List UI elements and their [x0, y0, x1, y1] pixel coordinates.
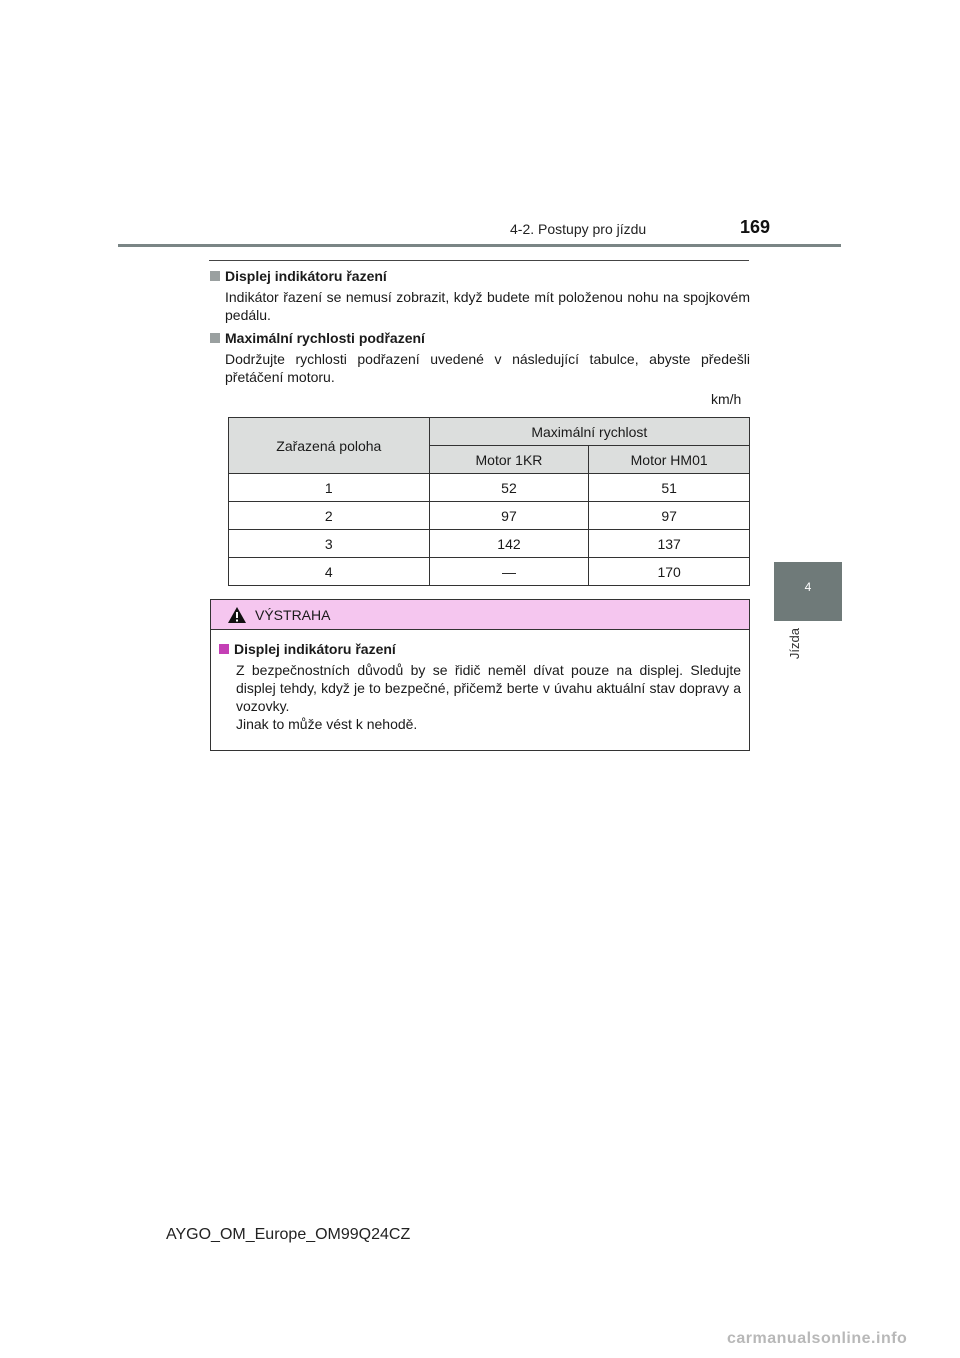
warning-triangle-icon	[227, 606, 247, 624]
square-bullet-icon	[219, 644, 229, 654]
header-max-speed: Maximální rychlost	[429, 418, 749, 446]
cell-position: 3	[229, 530, 430, 558]
chapter-number: 4	[804, 580, 812, 594]
section-shift-indicator	[210, 267, 750, 324]
warning-box	[210, 599, 750, 751]
section-heading-text: Displej indikátoru řazení	[225, 268, 387, 284]
section-divider	[209, 260, 749, 261]
downshift-speed-table	[228, 417, 750, 586]
table-row	[229, 474, 750, 502]
cell-position: 4	[229, 558, 430, 586]
header-engine-1kr: Motor 1KR	[429, 446, 589, 474]
warning-body	[211, 630, 749, 733]
watermark: carmanualsonline.info	[727, 1330, 908, 1347]
warning-heading	[219, 640, 741, 658]
warning-text: Z bezpečnostních důvodů by se řidič neměl dívat pouze na displej. Sledujte displej tehdy, když je to bezpečné, přičemž berte v úvahu aktuální stav dopravy a vozovky.	[236, 662, 741, 714]
cell-position: 2	[229, 502, 430, 530]
chapter-label: Jízda	[787, 628, 802, 660]
section-text: Dodržujte rychlosti podřazení uvedené v následující tabulce, abyste předešli přetáčení motoru.	[225, 351, 750, 385]
section-title: 4-2. Postupy pro jízdu	[510, 221, 647, 237]
cell-hm01: 137	[589, 530, 750, 558]
cell-hm01: 170	[589, 558, 750, 586]
warning-text: Jinak to může vést k nehodě.	[236, 716, 418, 732]
chapter-tab[interactable]	[774, 562, 842, 621]
page-number: 169	[740, 217, 771, 237]
header-divider	[118, 244, 841, 247]
table-unit: km/h	[711, 391, 742, 407]
warning-heading-text: Displej indikátoru řazení	[234, 641, 396, 657]
section-heading	[210, 329, 750, 347]
cell-hm01: 97	[589, 502, 750, 530]
header-engine-hm01: Motor HM01	[589, 446, 750, 474]
table-row	[229, 502, 750, 530]
table-row	[229, 530, 750, 558]
warning-header	[211, 600, 749, 630]
header-position: Zařazená poloha	[229, 418, 430, 474]
cell-1kr: 52	[429, 474, 589, 502]
table-row	[229, 558, 750, 586]
section-heading-text: Maximální rychlosti podřazení	[225, 330, 425, 346]
section-text: Indikátor řazení se nemusí zobrazit, když budete mít položenou nohu na spojkovém pedálu.	[225, 289, 750, 323]
square-bullet-icon	[210, 333, 220, 343]
section-max-downshift	[210, 329, 750, 386]
cell-1kr: 97	[429, 502, 589, 530]
cell-position: 1	[229, 474, 430, 502]
cell-1kr: 142	[429, 530, 589, 558]
warning-title: VÝSTRAHA	[255, 606, 331, 623]
square-bullet-icon	[210, 271, 220, 281]
cell-hm01: 51	[589, 474, 750, 502]
cell-1kr: —	[429, 558, 589, 586]
section-heading	[210, 267, 750, 285]
document-id: AYGO_OM_Europe_OM99Q24CZ	[166, 1226, 411, 1243]
